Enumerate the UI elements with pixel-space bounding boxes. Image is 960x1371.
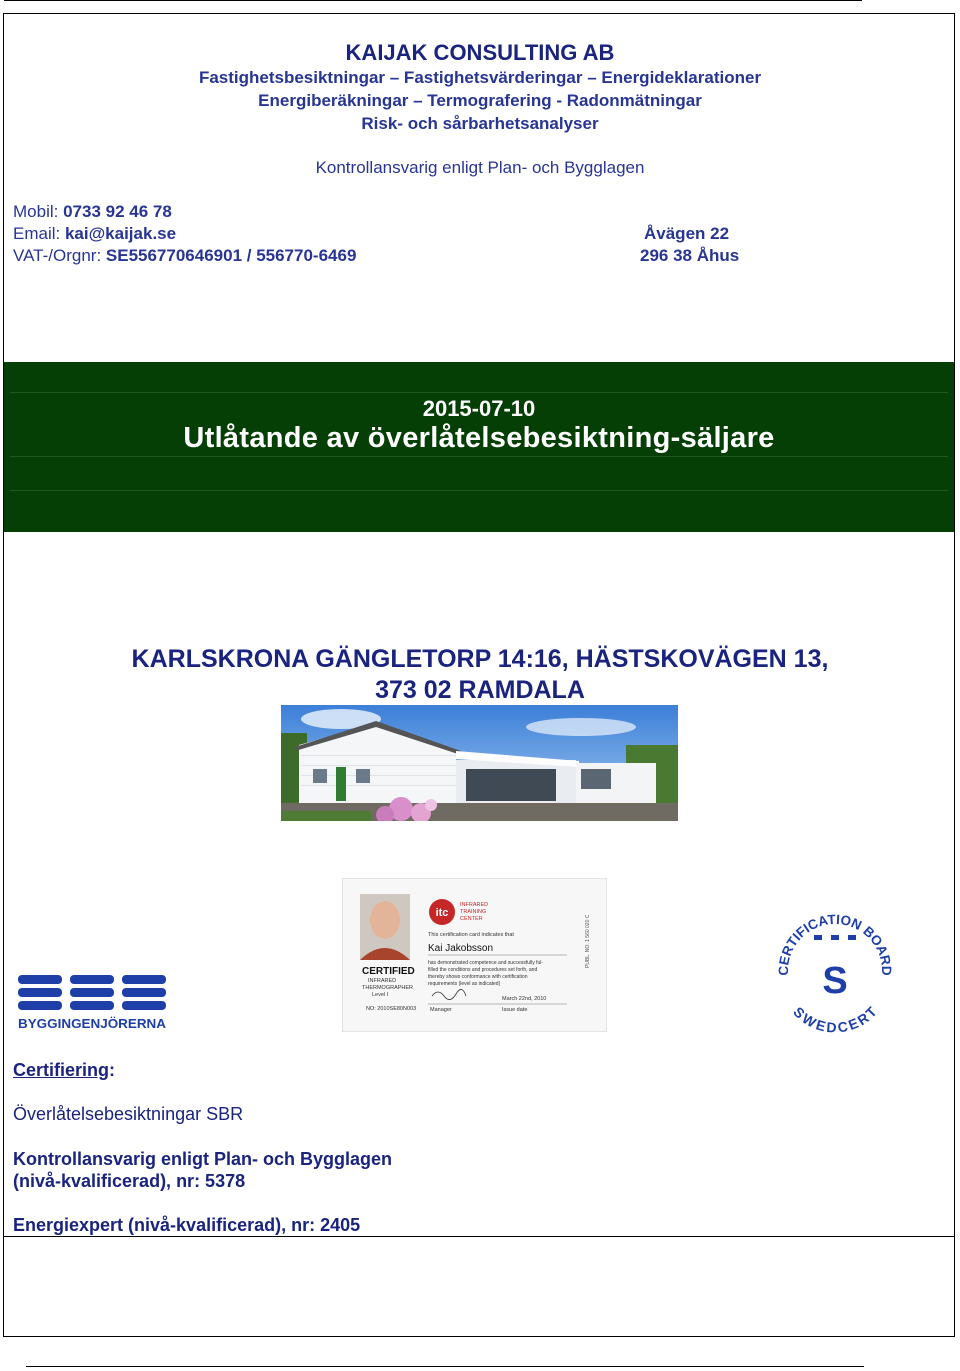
card-holder-name: Kai Jakobsson (428, 943, 494, 954)
certification-kontrollansvarig: Kontrollansvarig enligt Plan- och Bygglagen (13, 1149, 393, 1169)
card-intro: This certification card indicates that (428, 932, 514, 938)
certification-heading-colon: : (109, 1060, 116, 1080)
card-body-4: requirements (level as indicated) (428, 981, 501, 987)
services-line-3: Risk- och sårbarhetsanalyser (361, 114, 599, 133)
mobile-number: 0733 92 46 78 (63, 202, 172, 221)
card-body-2: filled the conditions and procedures set forth, and (428, 967, 538, 973)
title-banner (4, 362, 954, 532)
card-side-text: PUBL. NO. 1 560 020 C (585, 914, 591, 968)
report-title: Utlåtande av överlåtelsebesiktning-säljare (183, 422, 775, 454)
card-issue-date-label: Issue date (502, 1007, 528, 1013)
footer-rule (26, 1366, 864, 1367)
contact-email (13, 224, 176, 244)
swedcert-letter: S (822, 960, 848, 1002)
mobile-label: Mobil: (13, 202, 64, 221)
certification-heading (13, 1060, 115, 1081)
certification-energiexpert: Energiexpert (nivå-kvalificerad), nr: 2405 (13, 1215, 361, 1235)
swedcert-text-top: CERTIFICATION BOARD (775, 911, 895, 976)
card-brand-text-1: INFRARED (460, 902, 489, 908)
bottom-rule (4, 1236, 954, 1237)
sbr-logo-text: BYGGINGENJÖRERNA (18, 1017, 156, 1031)
contact-mobile (13, 202, 172, 222)
card-brand: itc (435, 907, 449, 919)
report-date: 2015-07-10 (422, 396, 536, 421)
sbr-logo (16, 972, 168, 1032)
card-body-3: thereby shows conformance with certification (428, 974, 528, 980)
kontrollansvarig-line: Kontrollansvarig enligt Plan- och Bygglagen (315, 158, 645, 177)
card-brand-text-3: CENTER (460, 916, 483, 922)
services-line-1: Fastighetsbesiktningar – Fastighetsvärderingar – Energideklarationer (198, 68, 762, 87)
address-city: 296 38 Åhus (640, 246, 740, 265)
email-address[interactable]: kai@kaijak.se (64, 224, 177, 243)
email-label: Email: (13, 224, 65, 243)
vat-label: VAT-/Orgnr: (13, 246, 106, 265)
vat-number: SE556770646901 / 556770-6469 (105, 246, 357, 265)
certification-sbr: Överlåtelsebesiktningar SBR (13, 1104, 244, 1124)
card-date: March 22nd, 2010 (502, 996, 547, 1002)
card-cert-sub-3: Level I (372, 992, 389, 998)
thermographer-certification-card (342, 878, 607, 1032)
swedcert-text-bottom: SWEDCERT (790, 1003, 880, 1033)
property-line-2: 373 02 RAMDALA (375, 676, 585, 704)
property-line-1: KARLSKRONA GÄNGLETORP 14:16, HÄSTSKOVÄGEN 13, (131, 645, 829, 673)
company-name: KAIJAK CONSULTING AB (345, 40, 615, 65)
card-manager-label: Manager (430, 1007, 452, 1013)
banner-rule (10, 392, 948, 393)
crown-icon (814, 935, 856, 940)
card-body-1: has demonstrated competence and successfully ful- (428, 960, 544, 966)
card-brand-text-2: TRAINING (460, 909, 487, 915)
contact-vat (13, 246, 356, 266)
house-photo (281, 705, 678, 821)
card-cert-number: NO: 2010SE80N003 (366, 1006, 417, 1012)
certification-kontrollansvarig-level: (nivå-kvalificerad), nr: 5378 (13, 1171, 246, 1191)
banner-rule (10, 456, 948, 457)
swedcert-seal (770, 905, 900, 1033)
banner-rule (10, 490, 948, 491)
certification-heading-text: Certifiering (13, 1060, 110, 1080)
card-cert-sub-2: THERMOGRAPHER (362, 985, 414, 991)
services-line-2: Energiberäkningar – Termografering - Radonmätningar (258, 91, 702, 110)
card-cert-sub-1: INFRARED (368, 978, 397, 984)
address-street: Åvägen 22 (644, 224, 730, 243)
top-rule (4, 0, 862, 1)
sbr-mark-icon (18, 975, 166, 1010)
card-certified: CERTIFIED (362, 966, 415, 977)
